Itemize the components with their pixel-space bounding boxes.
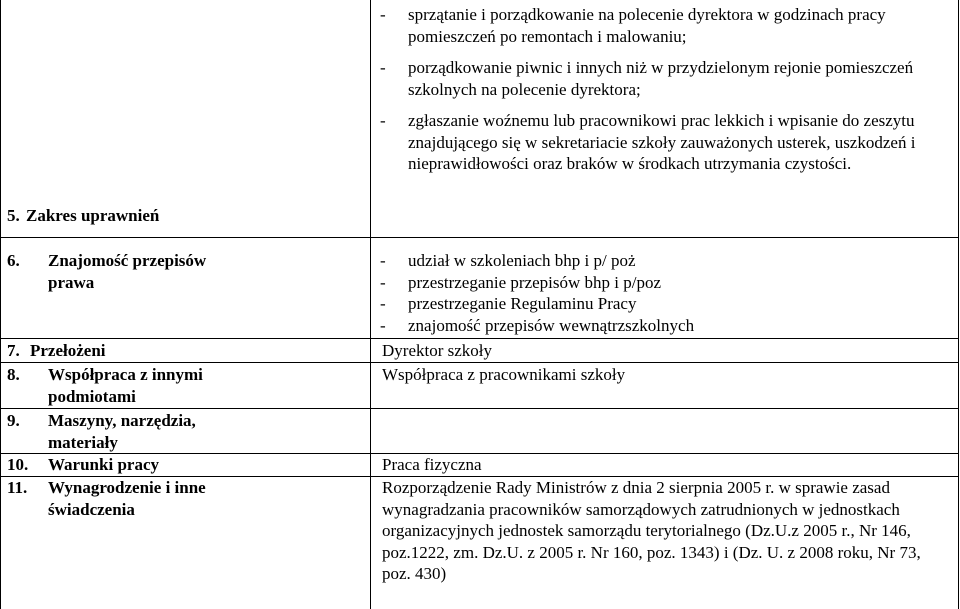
row-label: Warunki pracy: [48, 455, 159, 474]
list-item: - zgłaszanie woźnemu lub pracownikowi prac lekkich i wpisanie do zeszytu znajdującego się w sekretariacie szkoły zauważonych usterek, uszkodzeń i nieprawidłowości oraz braków w środkach utrzymania czystości.: [380, 111, 916, 173]
list-item: - porządkowanie piwnic i innych niż w przydzielonym rejonie pomieszczeń szkolnych na polecenie dyrektora;: [380, 58, 914, 99]
duty-text: zgłaszanie woźnemu lub pracownikowi prac lekkich i wpisanie do zeszytu znajdującego się w sekretariacie szkoły zauważonych usterek, uszkodzeń i nieprawidłowości oraz braków w środkach utrzymania czystości.: [408, 111, 916, 173]
row-number: 6.: [7, 251, 20, 270]
row-number: 5.: [7, 206, 20, 225]
list-item: - przestrzeganie przepisów bhp i p/poz: [380, 272, 662, 292]
row-divider: [0, 362, 959, 363]
list-item: - sprzątanie i porządkowanie na polecenie dyrektora w godzinach pracy pomieszczeń po remontach i malowaniu;: [380, 5, 886, 46]
row-number: 8.: [7, 365, 20, 384]
row-label: Przełożeni: [30, 341, 106, 360]
row-divider: [0, 237, 959, 238]
list-item: - znajomość przepisów wewnątrzszkolnych: [380, 315, 695, 335]
list-item: - przestrzeganie Regulaminu Pracy: [380, 294, 637, 313]
row-7-value: Dyrektor szkoły: [382, 341, 493, 360]
row-number: 11.: [7, 478, 28, 497]
row-label: Zakres uprawnień: [26, 206, 160, 225]
row-label: Współpraca z innymi podmiotami: [48, 365, 203, 406]
row-divider: [0, 338, 959, 339]
table-border-right: [958, 0, 959, 609]
column-divider: [370, 0, 371, 609]
row-8-value: Współpraca z pracownikami szkoły: [382, 365, 626, 384]
list-item: - udział w szkoleniach bhp i p/ poż: [380, 251, 636, 270]
knowledge-list: [380, 250, 940, 336]
row-divider: [0, 408, 959, 409]
duties-continued-list: [380, 4, 940, 175]
row-label: Znajomość przepisów prawa: [48, 251, 207, 292]
duty-text: porządkowanie piwnic i innych niż w przydzielonym rejonie pomieszczeń szkolnych na polecenie dyrektora;: [408, 58, 914, 99]
row-10-value: Praca fizyczna: [382, 455, 482, 474]
row-11-value: Rozporządzenie Rady Ministrów z dnia 2 sierpnia 2005 r. w sprawie zasad wynagradzania pracowników samorządowych zatrudnionych w jednostkach organizacyjnych jednostek samorządu terytorialnego (Dz.U.z 2005 r., Nr 146, poz.1222, zm. Dz.U. z 2005 r. Nr 160, poz. 1343) i (Dz. U. z 2008 roku, Nr 73, poz. 430): [382, 478, 921, 583]
row-label: Maszyny, narzędzia, materiały: [48, 411, 196, 452]
row-label: Wynagrodzenie i inne świadczenia: [48, 478, 206, 519]
row-number: 9.: [7, 411, 20, 430]
row-number: 7.: [7, 341, 20, 360]
duty-text: sprzątanie i porządkowanie na polecenie dyrektora w godzinach pracy pomieszczeń po remontach i malowaniu;: [408, 5, 886, 46]
table-border-left: [0, 0, 1, 609]
row-5: [0, 205, 370, 229]
row-number: 10.: [7, 455, 29, 474]
